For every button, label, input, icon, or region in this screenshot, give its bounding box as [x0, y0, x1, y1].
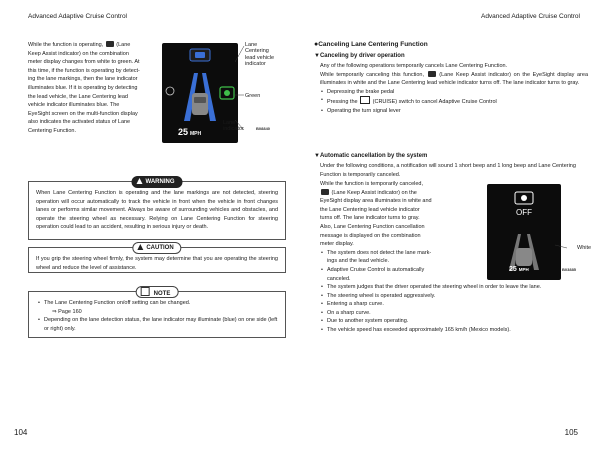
warning-triangle-icon: [137, 178, 143, 184]
cruise-switch-icon: [360, 96, 370, 104]
label-lane-indicator: Lane indicator: [223, 120, 244, 133]
page-header-left: Advanced Adaptive Cruise Control: [28, 13, 128, 20]
auto-cancel-list-narrow: [320, 249, 455, 283]
warning-tag: WARNING: [132, 176, 183, 188]
lane-keep-assist-icon: [106, 41, 114, 47]
list-item: • Due to another system operating.: [320, 317, 588, 326]
list-item: • The system does not detect the lane mark- ings and the lead vehicle.: [320, 249, 455, 266]
note-box: [28, 291, 286, 338]
page-number-left: 104: [14, 428, 28, 437]
list-item: • Depressing the brake pedal: [320, 88, 588, 97]
page-header-right: Advanced Adaptive Cruise Control: [480, 13, 580, 20]
figure-callout-line-white: [555, 190, 575, 260]
left-intro-paragraph: While the function is operating, (Lane Keep Assist indicator) on the combination meter display changes from white to green. At this time, if the function is operating by detect- ing the lane markings, then the lane indicator illuminates blue. If it is operating by detecting the lead vehicle, the Lane Centering lead vehicle indicator illuminates blue. The EyeSight screen on the multi-function display also indicates the activated status of Lane Centering Function.: [28, 42, 140, 134]
list-item: • Entering a sharp curve.: [320, 300, 588, 309]
auto-cancel-list-wide: [320, 283, 588, 335]
list-item: • On a sharp curve.: [320, 309, 588, 318]
lane-keep-assist-icon: [428, 71, 436, 77]
driver-operation-list: [320, 88, 588, 116]
list-item: • The system judges that the driver operated the steering wheel in order to leave the lane.: [320, 283, 588, 292]
lead-vehicle-icon: [195, 52, 205, 58]
section-title-canceling: ●Canceling Lane Centering Function: [314, 41, 428, 48]
subsection-driver-operation: ▼Canceling by driver operation: [314, 53, 405, 59]
own-vehicle-icon: [192, 93, 208, 115]
note-tag: NOTE: [136, 286, 179, 298]
note-list: [29, 292, 285, 333]
list-item: • The steering wheel is operated aggressively.: [320, 292, 588, 301]
warning-text: When Lane Centering Function is operating and the lane markings are not detected, steering operation will occur automatically to track the vehicle in front when the vehicle in front changes lanes or performs similar movement. Always be aware of surrounding vehicles and obstacles, and operate the steering wheel as necessary. Relying on Lane Centering Function for steering operation could lead to an accident, resulting in serious injury or death.: [36, 190, 278, 231]
figure-code-right: B03885: [562, 267, 577, 272]
subsection-automatic-cancellation: ▼Automatic cancellation by the system: [314, 153, 428, 159]
off-text: OFF: [516, 208, 532, 217]
own-vehicle-icon: [516, 248, 532, 266]
speed-readout: 25 MPH: [509, 266, 529, 273]
caution-box: [28, 247, 286, 273]
label-green: Green: [245, 93, 261, 99]
speed-readout: 25 MPH: [178, 127, 202, 137]
eyesight-screen-canceled: [487, 184, 561, 280]
label-lead-vehicle-indicator: Lane Centering lead vehicle indicator: [245, 42, 275, 67]
steering-icon: [166, 87, 174, 95]
page-reference-link[interactable]: ⇒ Page 160: [52, 308, 82, 315]
caution-tag: CAUTION: [132, 242, 181, 254]
auto-cancel-intro: Under the following conditions, a notification will sound 1 short beep and 1 long beep and Lane Centering Function is temporarily canceled.: [320, 163, 576, 178]
caution-text: If you grip the steering wheel firmly, the system may determine that you are operating the steering wheel and reduce the level of assistance.: [36, 256, 278, 271]
page-number-right: 105: [564, 428, 578, 437]
warning-box: [28, 181, 286, 240]
note-item: • Depending on the lane detection status, the lane indicator may illuminate (blue) on one side (left or right) only.: [37, 316, 278, 333]
list-item: • The vehicle speed has exceeded approximately 165 km/h (Mexico models).: [320, 326, 588, 335]
driver-operation-body: Any of the following operations temporarily cancels Lane Centering Function. While temporarily canceling this function, (Lane Keep Assist indicator) on the EyeSight display area illuminates in white and the Lane Centering lead vehicle indicator turns off. The lane indicator turns to gray. • Depressing the brake pedal • Pressing the (CRUISE) switch to cancel Adaptive Cruise Control • Operating the turn signal lever: [320, 62, 588, 116]
label-white: White: [577, 245, 592, 251]
list-item: • Pressing the (CRUISE) switch to cancel Adaptive Cruise Control: [320, 96, 588, 107]
figure-code-left: B08840: [256, 126, 271, 131]
auto-cancel-body: While the function is temporarily canceled, (Lane Keep Assist indicator) on the EyeSight display area illuminates in white and the Lane Centering lead vehicle indicator turns off. The lane indicator turns to gray. Also, Lane Centering Function cancellation message is displayed on the combination meter display. • The system does not detect the lane mark- ings and the lead vehicle. • Adaptive Cruise Control is automatically canceled.: [320, 180, 455, 283]
list-item: • Adaptive Cruise Control is automatically canceled.: [320, 266, 455, 283]
note-icon: [141, 287, 150, 296]
caution-triangle-icon: [137, 244, 143, 250]
lane-keep-assist-icon: [321, 189, 329, 195]
note-item: • The Lane Centering Function on/off setting can be changed. ⇒ Page 160: [37, 299, 278, 316]
list-item: • Operating the turn signal lever: [320, 107, 588, 116]
